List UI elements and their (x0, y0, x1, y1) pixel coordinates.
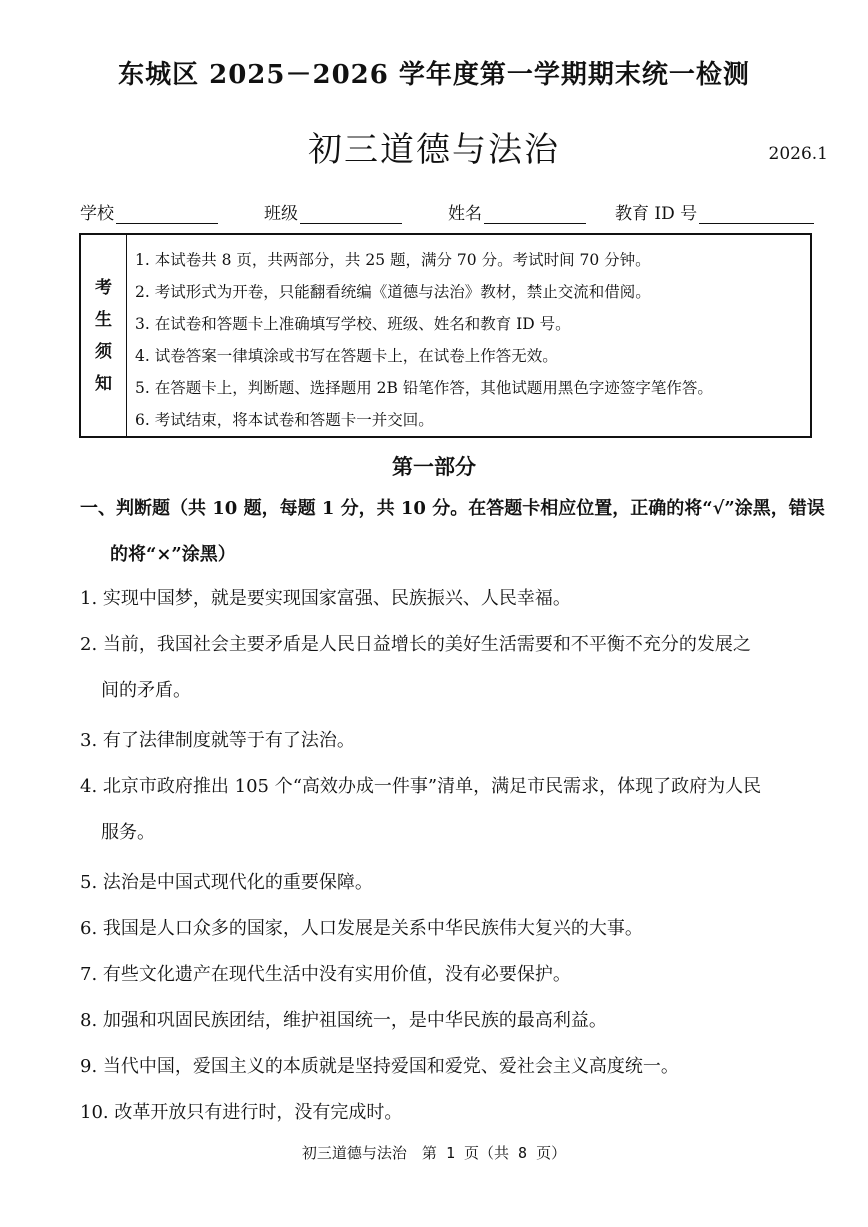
class-field[interactable] (264, 199, 402, 224)
question-9 (80, 1044, 832, 1090)
class-label: 班级 (264, 204, 298, 224)
page-footer: 初三道德与法治 第 1 页（共 8 页） (301, 1144, 567, 1162)
question-10 (80, 1090, 832, 1136)
exam-notice-box (79, 233, 812, 438)
question-text: 2. 当前，我国社会主要矛盾是人民日益增长的美好生活需要和不平衡不充分的发展之 (80, 634, 751, 655)
question-2 (80, 622, 832, 714)
question-text: 1. 实现中国梦，就是要实现国家富强、民族振兴、人民幸福。 (80, 588, 571, 609)
subject-title: 初三道德与法治 (308, 130, 560, 170)
id-field[interactable] (615, 199, 814, 224)
notice-label-char: 生 (95, 309, 112, 330)
student-info-row (0, 199, 868, 229)
question-6 (80, 906, 832, 952)
section-header-line: 一、判断题（共 10 题，每题 1 分，共 10 分。在答题卡相应位置，正确的将“√”涂黑，错误 (80, 498, 825, 519)
class-blank[interactable] (300, 203, 402, 224)
notice-label (81, 235, 127, 436)
notice-item: 3. 在试卷和答题卡上准确填写学校、班级、姓名和教育 ID 号。 (135, 315, 571, 333)
name-blank[interactable] (484, 203, 586, 224)
question-7 (80, 952, 832, 998)
question-text: 8. 加强和巩固民族团结，维护祖国统一，是中华民族的最高利益。 (80, 1010, 607, 1031)
section-header-line: 的将“×”涂黑） (110, 544, 236, 565)
notice-label-char: 考 (95, 277, 112, 298)
question-text: 3. 有了法律制度就等于有了法治。 (80, 730, 355, 751)
question-1 (80, 576, 832, 622)
question-text: 6. 我国是人口众多的国家，人口发展是关系中华民族伟大复兴的大事。 (80, 918, 643, 939)
school-label: 学校 (80, 204, 114, 224)
notice-item: 6. 考试结束，将本试卷和答题卡一并交回。 (135, 411, 434, 429)
notice-item: 5. 在答题卡上，判断题、选择题用 2B 铅笔作答，其他试题用黑色字迹签字笔作答。 (135, 379, 713, 397)
question-text-cont: 间的矛盾。 (101, 680, 191, 701)
question-text: 7. 有些文化遗产在现代生活中没有实用价值，没有必要保护。 (80, 964, 571, 985)
notice-items (135, 244, 802, 436)
part-title: 第一部分 (392, 454, 476, 479)
name-label: 姓名 (448, 204, 482, 224)
id-blank[interactable] (699, 203, 814, 224)
id-label: 教育 ID 号 (615, 204, 698, 224)
question-text: 9. 当代中国，爱国主义的本质就是坚持爱国和爱党、爱社会主义高度统一。 (80, 1056, 679, 1077)
notice-label-char: 知 (95, 373, 112, 394)
school-field[interactable] (80, 199, 218, 224)
question-text: 10. 改革开放只有进行时，没有完成时。 (80, 1102, 403, 1123)
notice-item: 1. 本试卷共 8 页，共两部分，共 25 题，满分 70 分。考试时间 70 分钟。 (135, 251, 651, 269)
question-5 (80, 860, 832, 906)
question-4 (80, 764, 832, 856)
notice-item: 4. 试卷答案一律填涂或书写在答题卡上，在试卷上作答无效。 (135, 347, 558, 365)
school-blank[interactable] (116, 203, 218, 224)
exam-title: 东城区 2025－2026 学年度第一学期期末统一检测 (118, 60, 750, 90)
exam-date: 2026.1 (768, 144, 828, 164)
question-3 (80, 718, 832, 764)
question-text-cont: 服务。 (101, 822, 155, 843)
name-field[interactable] (448, 199, 586, 224)
notice-label-char: 须 (95, 341, 112, 362)
question-text: 4. 北京市政府推出 105 个“高效办成一件事”清单，满足市民需求，体现了政府为人民 (80, 776, 762, 797)
notice-item: 2. 考试形式为开卷，只能翻看统编《道德与法治》教材，禁止交流和借阅。 (135, 283, 651, 301)
section-header (80, 486, 832, 578)
question-text: 5. 法治是中国式现代化的重要保障。 (80, 872, 373, 893)
question-8 (80, 998, 832, 1044)
